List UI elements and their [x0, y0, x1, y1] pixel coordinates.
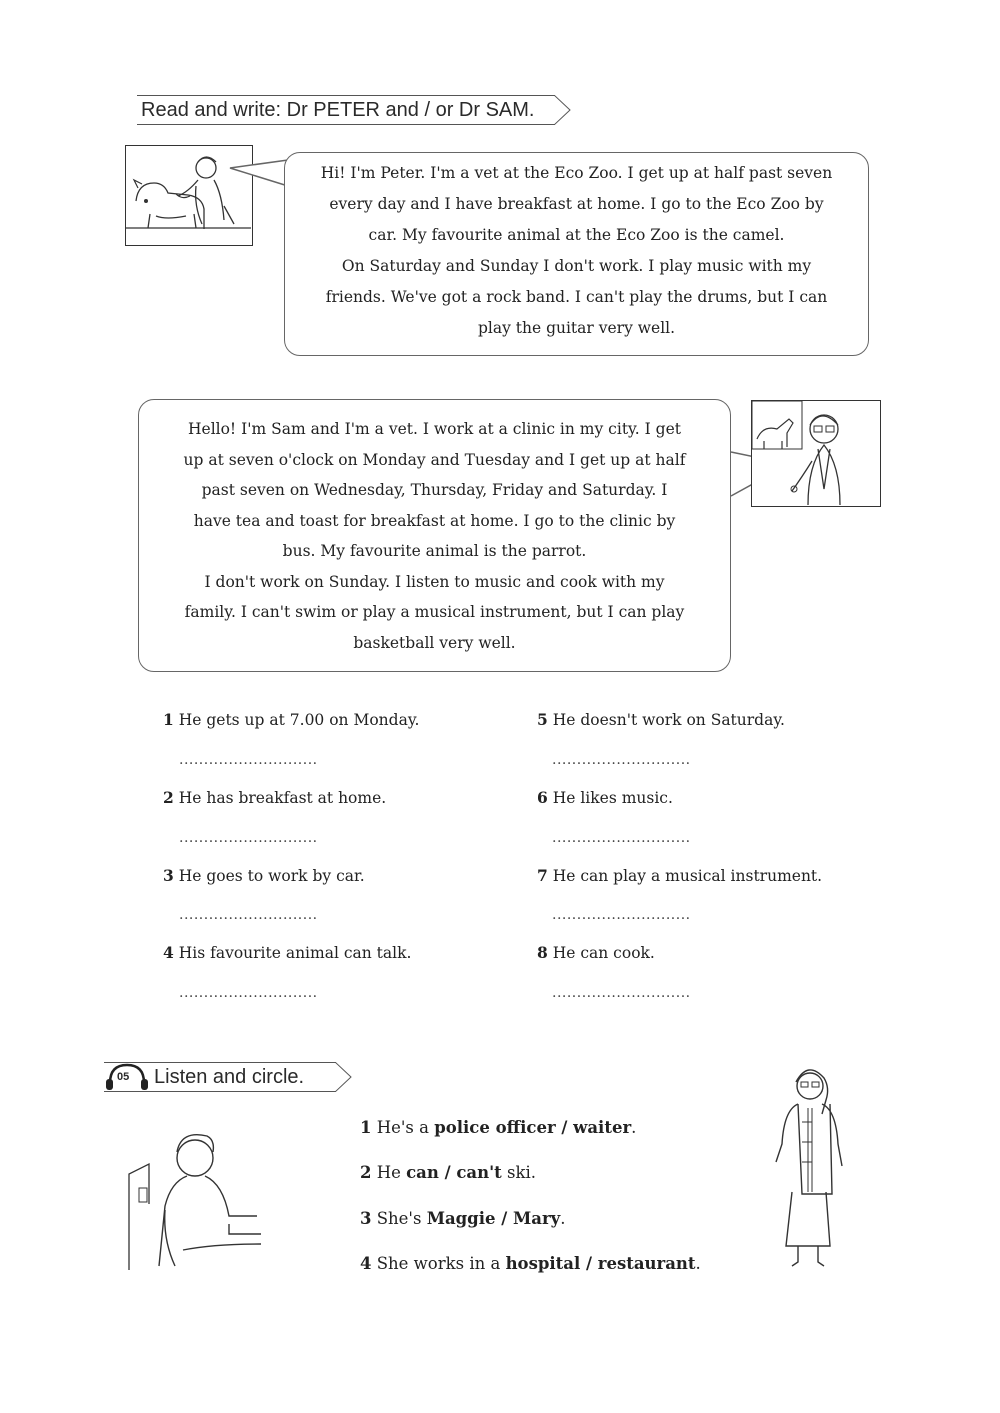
question-text: He gets up at 7.00 on Monday.: [178, 711, 420, 729]
bubble-line: On Saturday and Sunday I don't work. I play music with my: [341, 257, 812, 275]
item-number: 4: [360, 1254, 372, 1273]
item-options[interactable]: hospital / restaurant: [505, 1254, 696, 1273]
item-post: .: [560, 1209, 566, 1228]
answer-blank-5[interactable]: ............................: [552, 752, 691, 768]
bubble-line: past seven on Wednesday, Thursday, Friday and Saturday. I: [201, 481, 668, 499]
item-post: .: [631, 1118, 637, 1137]
bubble-line: up at seven o'clock on Monday and Tuesday and I get up at half: [183, 450, 686, 469]
item-number: 1: [360, 1118, 372, 1137]
question-number: 4: [163, 943, 174, 962]
question-6: [537, 788, 673, 807]
heading-arrow-icon: [554, 95, 572, 125]
question-text: He goes to work by car.: [178, 867, 365, 885]
item-pre: She works in a: [376, 1254, 506, 1273]
question-number: 7: [537, 866, 548, 885]
heading-text: Listen and circle.: [154, 1065, 305, 1088]
answer-blank-7[interactable]: ............................: [552, 907, 691, 923]
question-number: 8: [537, 943, 548, 962]
question-3: [163, 866, 365, 885]
bubble-line: I don't work on Sunday. I listen to music and cook with my: [204, 572, 665, 591]
bubble-line: basketball very well.: [353, 633, 516, 652]
listen-item-1: [360, 1118, 636, 1137]
question-4: [163, 943, 411, 962]
item-options[interactable]: police officer / waiter: [434, 1118, 632, 1137]
listen-item-2: [360, 1163, 536, 1182]
question-text: His favourite animal can talk.: [178, 944, 412, 962]
listen-item-3: [360, 1209, 565, 1228]
item-options[interactable]: Maggie / Mary: [426, 1209, 561, 1228]
answer-blank-4[interactable]: ............................: [179, 985, 318, 1001]
sam-vet-illustration: [751, 400, 881, 507]
item-pre: She's: [376, 1209, 427, 1228]
question-7: [537, 866, 822, 885]
question-1: [163, 710, 419, 729]
question-number: 5: [537, 710, 548, 729]
track-number: 05: [117, 1071, 130, 1083]
listen-item-4: [360, 1254, 701, 1273]
answer-blank-8[interactable]: ............................: [552, 985, 691, 1001]
peter-bubble-pointer: [228, 158, 290, 188]
bubble-line: car. My favourite animal at the Eco Zoo is the camel.: [368, 226, 785, 244]
question-8: [537, 943, 655, 962]
bubble-line: Hi! I'm Peter. I'm a vet at the Eco Zoo. I get up at half past seven: [320, 164, 833, 182]
answer-blank-2[interactable]: ............................: [179, 830, 318, 846]
question-text: He likes music.: [552, 789, 673, 807]
bubble-line: bus. My favourite animal is the parrot.: [282, 542, 587, 560]
bubble-line: Hello! I'm Sam and I'm a vet. I work at a clinic in my city. I get: [188, 420, 681, 438]
question-number: 3: [163, 866, 174, 885]
sam-speech-bubble: [138, 399, 731, 672]
man-illustration: [125, 1130, 265, 1275]
item-post: .: [695, 1254, 701, 1273]
question-2: [163, 788, 386, 807]
section-heading-read-write: [137, 95, 555, 125]
item-pre: He's a: [376, 1118, 435, 1137]
question-5: [537, 710, 785, 729]
heading-arrow-icon: [335, 1062, 353, 1092]
question-text: He has breakfast at home.: [178, 789, 387, 807]
item-options[interactable]: can / can't: [406, 1163, 502, 1182]
question-number: 1: [163, 710, 174, 729]
vet-woman-icon: [752, 401, 879, 505]
woman-illustration: [768, 1062, 850, 1267]
bubble-line: friends. We've got a rock band. I can't play the drums, but I can: [325, 288, 828, 306]
question-number: 2: [163, 788, 174, 807]
item-pre: He: [376, 1163, 407, 1182]
heading-text: Read and write: Dr PETER and / or Dr SAM.: [141, 98, 535, 121]
bubble-line: family. I can't swim or play a musical instrument, but I can play: [184, 603, 685, 621]
item-number: 2: [360, 1163, 372, 1182]
headphones-icon: [104, 1063, 150, 1091]
item-number: 3: [360, 1209, 372, 1228]
question-text: He doesn't work on Saturday.: [552, 711, 785, 729]
bubble-line: play the guitar very well.: [477, 319, 676, 337]
question-text: He can play a musical instrument.: [552, 867, 823, 885]
answer-blank-1[interactable]: ............................: [179, 752, 318, 768]
item-post: ski.: [501, 1163, 537, 1182]
bubble-line: every day and I have breakfast at home. I go to the Eco Zoo by: [329, 195, 824, 213]
answer-blank-3[interactable]: ............................: [179, 907, 318, 923]
question-text: He can cook.: [552, 944, 655, 962]
bubble-line: have tea and toast for breakfast at home. I go to the clinic by: [193, 511, 676, 530]
section-heading-listen-circle: [104, 1062, 336, 1092]
peter-speech-bubble: [284, 152, 869, 356]
answer-blank-6[interactable]: ............................: [552, 830, 691, 846]
question-number: 6: [537, 788, 548, 807]
